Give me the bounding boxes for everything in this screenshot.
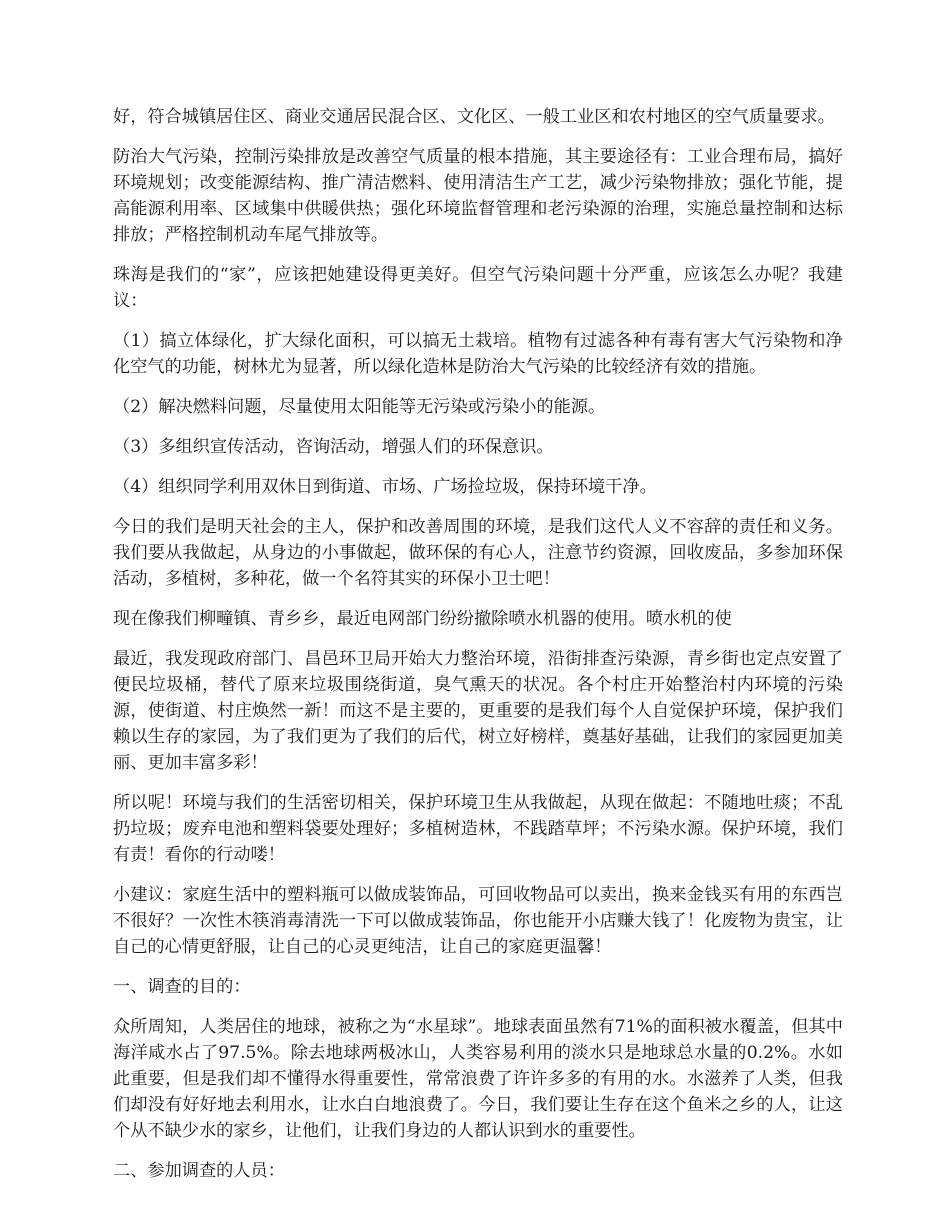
paragraph-water-importance: 众所周知，人类居住的地球，被称之为“水星球”。地球表面虽然有71%的面积被水覆盖，但其中海洋咸水占了97.5%。除去地球两极冰山，人类容易利用的淡水只是地球总水量的0.2%。水如此重要，但是我们却不懂得水得重要性，常常浪费了许许多多的有用的水。水滋养了人类，但我们却没有好好地去利用水，让水白白地浪费了。今日，我们要让生存在这个鱼米之乡的人，让这个从不缺少水的家乡，让他们，让我们身边的人都认识到水的重要性。 [113, 1017, 843, 1141]
document-body [113, 104, 843, 1198]
paragraph-start-from-me: 所以呢！环境与我们的生活密切相关，保护环境卫生从我做起，从现在做起：不随地吐痰；不乱扔垃圾；废弃电池和塑料袋要处理好；多植树造林，不践踏草坪；不污染水源。保护环境，我们有责！看你的行动喽！ [113, 793, 843, 865]
paragraph-future-masters: 今日的我们是明天社会的主人，保护和改善周围的环境，是我们这代人义不容辞的责任和义务。我们要从我做起，从身边的小事做起，做环保的有心人，注意节约资源，回收废品，多参加环保活动，多植树，多种花，做一个名符其实的环保小卫士吧！ [113, 517, 843, 589]
paragraph-suggestion: 小建议：家庭生活中的塑料瓶可以做成装饰品，可回收物品可以卖出，换来金钱买有用的东西岂不很好？一次性木筷消毒清洗一下可以做成装饰品，你也能开小店赚大钱了！化废物为贵宝，让自己的心情更舒服，让自己的心灵更纯洁，让自己的家庭更温馨！ [113, 885, 843, 957]
section-heading-purpose: 一、调查的目的： [113, 977, 251, 997]
list-item-fuel: （2）解决燃料问题，尽量使用太阳能等无污染或污染小的能源。 [113, 397, 606, 417]
paragraph-air-quality-standard: 好，符合城镇居住区、商业交通居民混合区、文化区、一般工业区和农村地区的空气质量要求。 [113, 107, 835, 127]
list-item-greening: （1）搞立体绿化，扩大绿化面积，可以搞无土栽培。植物有过滤各种有毒有害大气污染物和净化空气的功能，树林尤为显著，所以绿化造林是防治大气污染的比较经济有效的措施。 [113, 331, 843, 377]
list-item-publicity: （3）多组织宣传活动，咨询活动，增强人们的环保意识。 [113, 437, 554, 457]
paragraph-sprinkler: 现在像我们柳疃镇、青乡乡，最近电网部门纷纷撤除喷水机器的使用。喷水机的使 [113, 609, 732, 629]
paragraph-pollution-control-measures: 防治大气污染，控制污染排放是改善空气质量的根本措施，其主要途径有：工业合理布局，搞好环境规划；改变能源结构、推广清洁燃料、使用清洁生产工艺，减少污染物排放；强化节能，提高能源利用率、区域集中供暖供热；强化环境监督管理和老污染源的治理，实施总量控制和达标排放；严格控制机动车尾气排放等。 [113, 147, 843, 245]
section-heading-participants: 二、参加调查的人员： [113, 1161, 285, 1181]
paragraph-recent-cleanup: 最近，我发现政府部门、昌邑环卫局开始大力整治环境，沿街排查污染源，青乡街也定点安置了便民垃圾桶，替代了原来垃圾围绕街道，臭气熏天的状况。各个村庄开始整治村内环境的污染源，使街道、村庄焕然一新！而这不是主要的，更重要的是我们每个人自觉保护环境，保护我们赖以生存的家园，为了我们更为了我们的后代，树立好榜样，奠基好基础，让我们的家园更加美丽、更加丰富多彩！ [113, 649, 843, 773]
paragraph-zhuhai-home: 珠海是我们的“家”，应该把她建设得更美好。但空气污染问题十分严重，应该怎么办呢？我建议： [113, 265, 843, 311]
list-item-cleanup: （4）组织同学利用双休日到街道、市场、广场捡垃圾，保持环境干净。 [113, 477, 657, 497]
